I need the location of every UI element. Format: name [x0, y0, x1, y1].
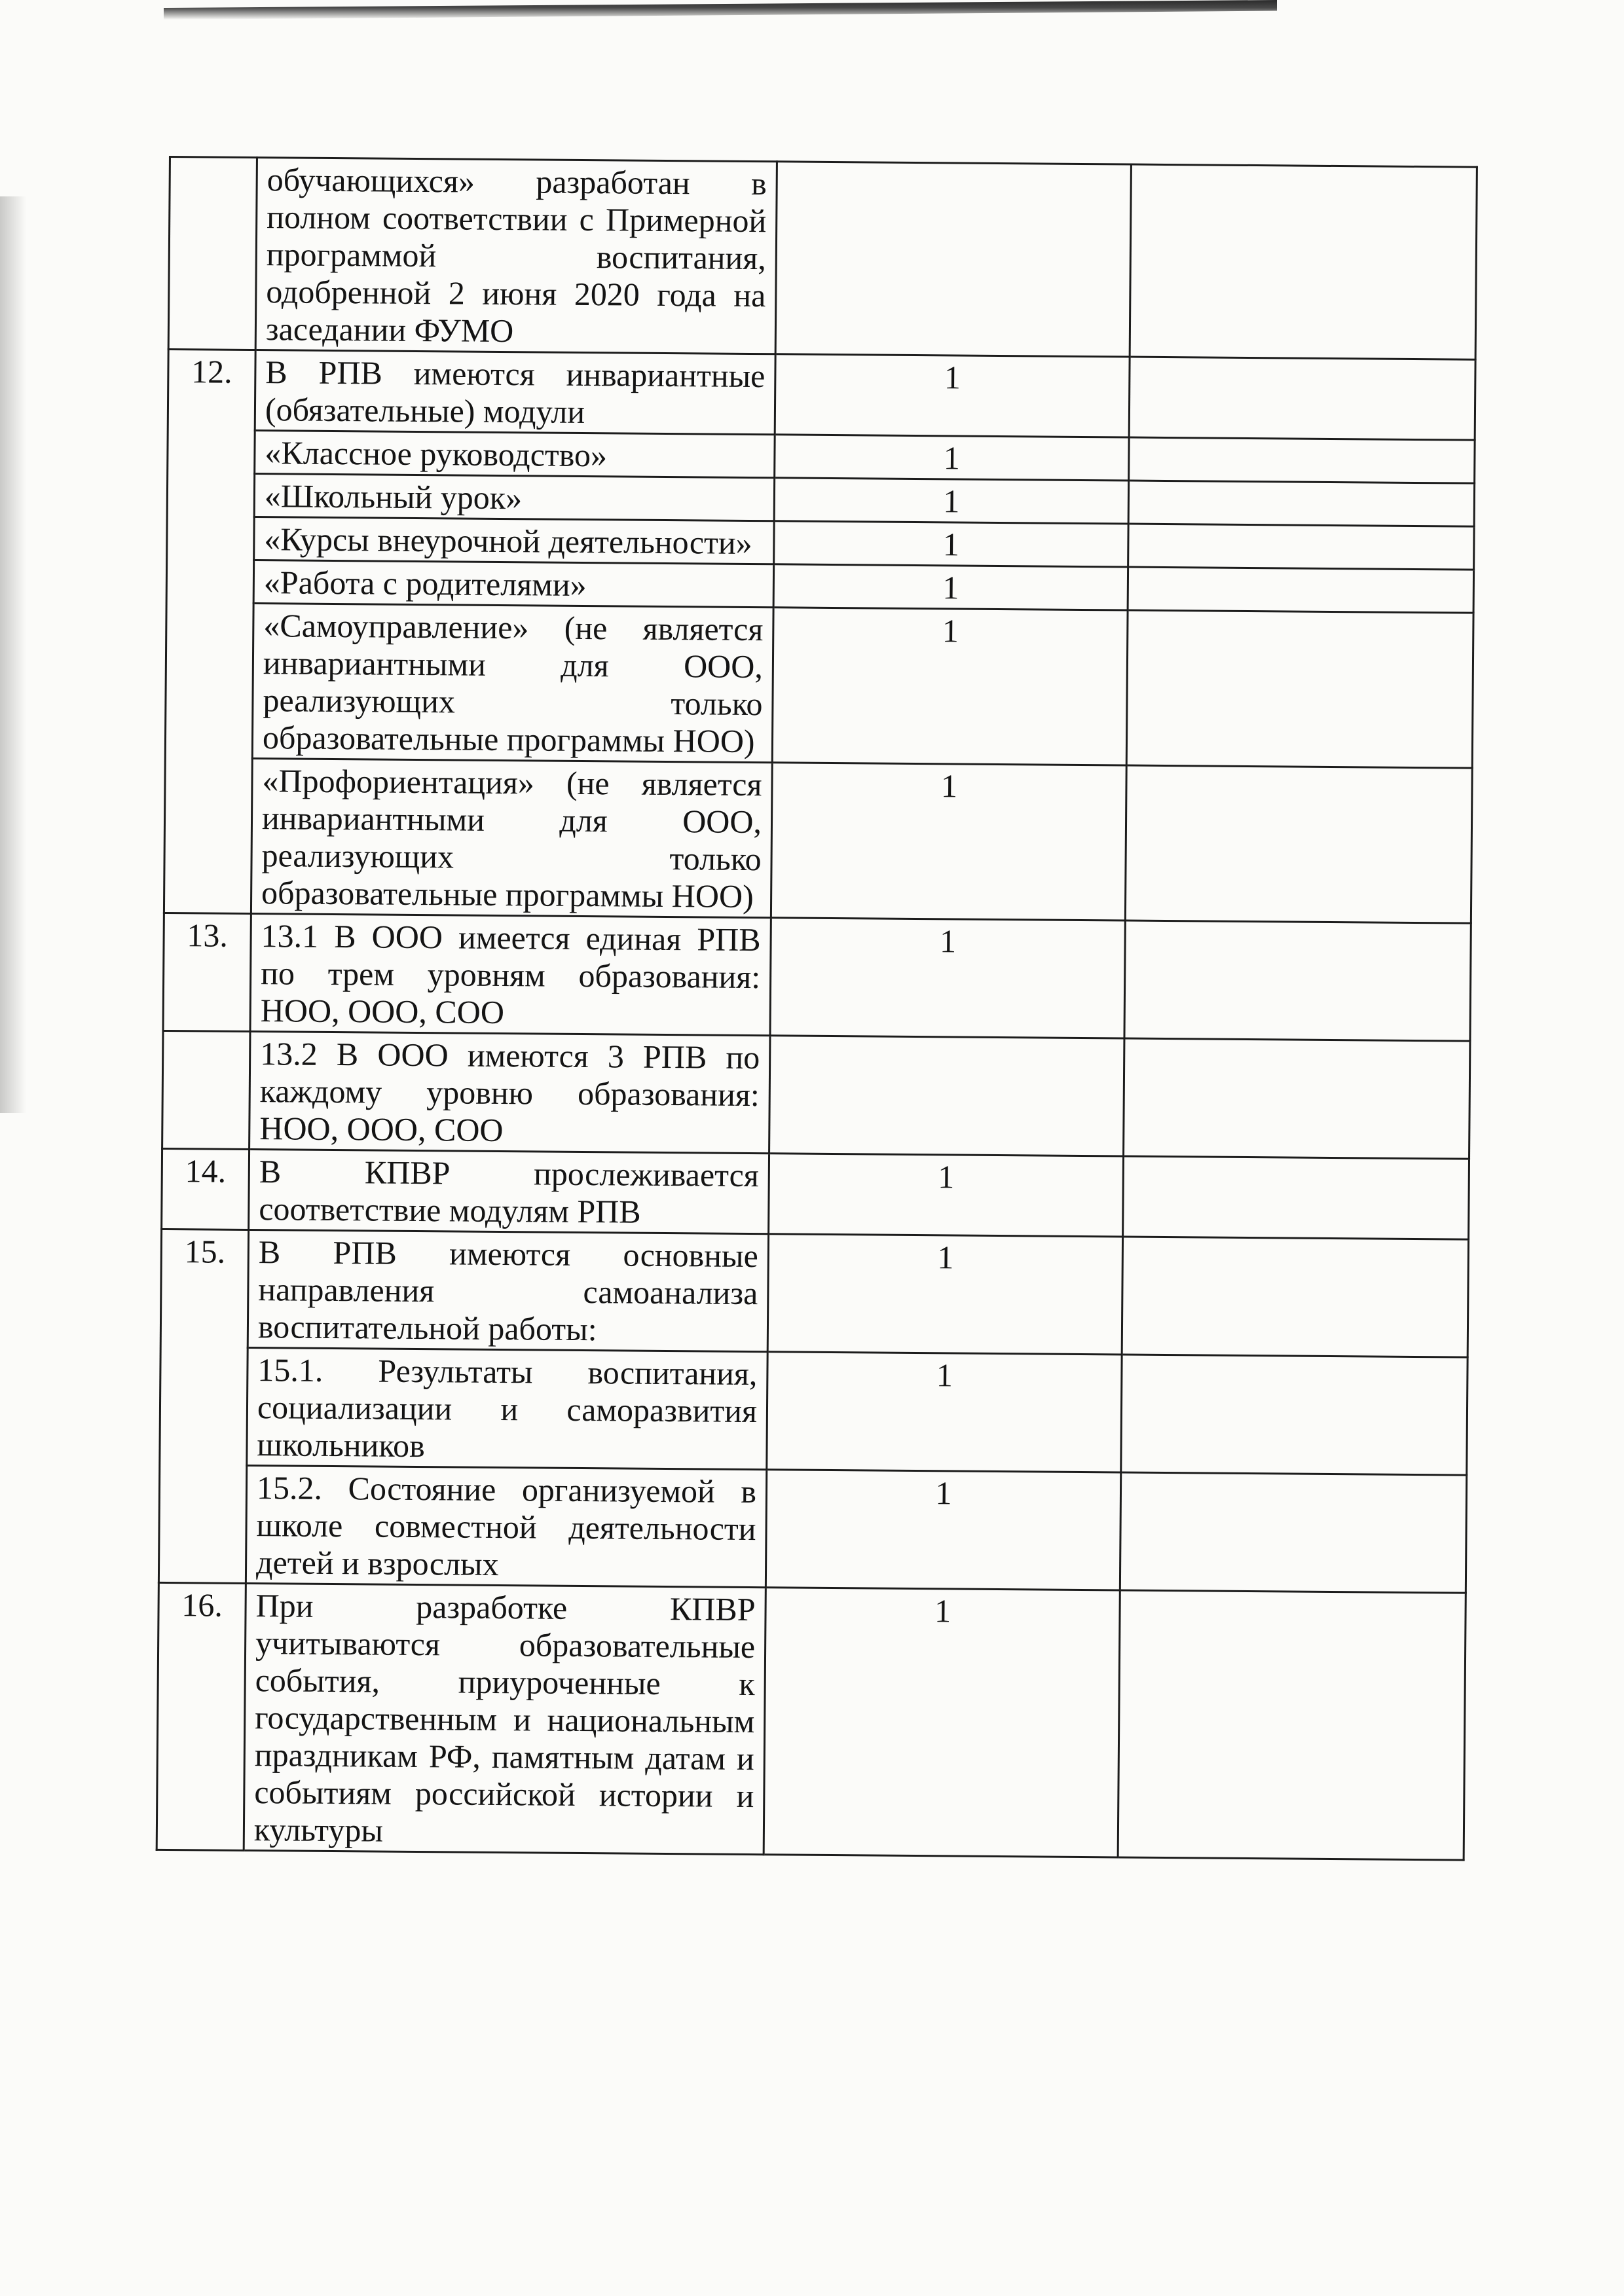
criterion-text: 13.1 В ООО имеется единая РПВ по трем уровням образования: НОО, ООО, СОО — [250, 914, 771, 1036]
criterion-text: обучающихся» разработан в полном соответствии с Примерной программой воспитания, одобренной 2 июня 2020 года на заседании ФУМО — [255, 158, 777, 354]
table-row — [168, 157, 1477, 360]
notes-cell — [1121, 1355, 1467, 1475]
table-row — [160, 1229, 1468, 1357]
criterion-text: В РПВ имеются основные направления самоанализа воспитательной работы: — [248, 1230, 768, 1352]
notes-cell — [1129, 437, 1475, 483]
row-number: 14. — [162, 1148, 249, 1230]
criterion-text: 15.1. Результаты воспитания, социализации и саморазвития школьников — [247, 1348, 767, 1470]
row-number: 12. — [164, 350, 255, 914]
table-row — [162, 1030, 1470, 1159]
criterion-text: В КПВР прослеживается соответствие модулям РПВ — [249, 1150, 769, 1234]
notes-cell — [1125, 765, 1472, 923]
row-number — [168, 157, 257, 350]
row-number — [162, 1030, 250, 1149]
score-cell — [769, 1036, 1124, 1156]
table-row — [164, 757, 1472, 923]
criterion-text: 15.2. Состояние организуемой в школе совместной деятельности детей и взрослых — [246, 1465, 766, 1587]
score-cell: 1 — [769, 1154, 1124, 1237]
score-cell — [775, 162, 1131, 357]
score-cell: 1 — [764, 1588, 1120, 1857]
score-cell: 1 — [766, 1470, 1120, 1590]
notes-cell — [1126, 610, 1473, 768]
notes-cell — [1128, 481, 1475, 526]
criterion-text: «Работа с родителями» — [253, 560, 773, 608]
criterion-text: «Самоуправление» (не является инвариантными для ООО, реализующих только образовательные программы НОО) — [252, 604, 773, 763]
score-cell: 1 — [775, 435, 1130, 481]
table-row — [168, 350, 1475, 441]
notes-cell — [1118, 1590, 1466, 1860]
notes-cell — [1123, 1156, 1469, 1239]
notes-cell — [1128, 524, 1475, 570]
criterion-text: «Курсы внеурочной деятельности» — [254, 517, 774, 564]
criterion-text: При разработке КПВР учитываются образовательные события, приуроченные к государственным и национальным праздникам РФ, памятным датам и событиям российской истории и культуры — [244, 1583, 766, 1854]
table-row — [157, 1582, 1466, 1860]
row-number: 16. — [157, 1582, 246, 1850]
criterion-text: 13.2 В ООО имеются 3 РПВ по каждому уровню образования: НОО, ООО, СОО — [249, 1032, 770, 1154]
notes-cell — [1130, 164, 1477, 359]
criterion-text: «Профориентация» (не является инвариантными для ООО, реализующих только образовательные программы НОО) — [251, 759, 772, 918]
table-row — [160, 1347, 1467, 1475]
score-cell: 1 — [770, 918, 1125, 1038]
criteria-table — [156, 156, 1478, 1861]
notes-cell — [1128, 567, 1474, 613]
score-cell: 1 — [773, 564, 1128, 610]
criterion-text: «Школьный урок» — [254, 474, 774, 521]
criterion-text: В РПВ имеются инвариантные (обязательные) модули — [255, 350, 775, 435]
score-cell: 1 — [774, 478, 1129, 524]
criterion-text: «Классное руководство» — [255, 431, 775, 478]
notes-cell — [1122, 1237, 1468, 1357]
score-cell: 1 — [767, 1234, 1122, 1355]
notes-cell — [1124, 920, 1471, 1041]
table-row — [163, 913, 1471, 1041]
score-cell: 1 — [767, 1352, 1122, 1472]
notes-cell — [1124, 1038, 1470, 1159]
notes-cell — [1120, 1472, 1466, 1593]
scan-shadow-top — [164, 0, 1277, 20]
scan-shadow-left — [0, 196, 26, 1113]
score-cell: 1 — [774, 521, 1129, 567]
notes-cell — [1129, 357, 1475, 440]
table-row — [162, 1148, 1469, 1239]
row-number: 13. — [163, 913, 251, 1031]
table-row — [165, 602, 1473, 768]
score-cell: 1 — [772, 608, 1128, 765]
score-cell: 1 — [771, 763, 1126, 920]
score-cell: 1 — [775, 354, 1130, 437]
row-number: 15. — [158, 1229, 248, 1583]
table-row — [158, 1465, 1466, 1593]
